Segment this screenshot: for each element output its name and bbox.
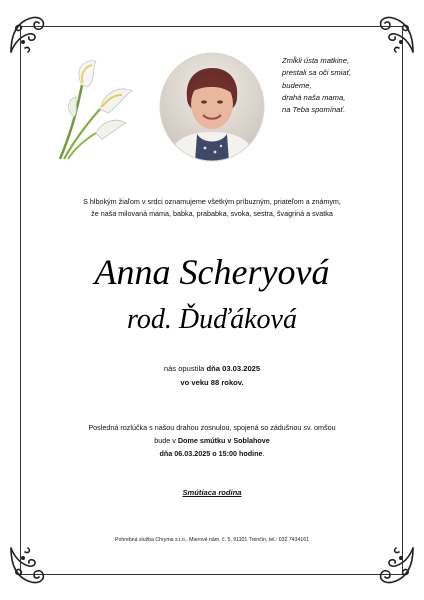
poem-line: drahá naša mama,	[282, 92, 346, 102]
death-date: dňa 03.03.2025	[206, 364, 261, 373]
poem-line: na Teba spomínať.	[282, 105, 346, 115]
memorial-poem	[282, 55, 392, 116]
poem-line: prestali sa oči smiať,	[282, 68, 352, 78]
corner-ornament-top-left	[7, 12, 51, 56]
deceased-maiden-name: rod. Ďuďáková	[127, 304, 297, 335]
announcement-text	[40, 196, 384, 220]
corner-ornament-bottom-right	[373, 544, 417, 588]
death-age: vo veku 88 rokov.	[180, 378, 244, 387]
funeral-time-suffix: .	[262, 449, 265, 458]
deceased-portrait	[157, 52, 267, 162]
deceased-name: Anna Scheryová	[94, 252, 330, 292]
death-notice	[40, 362, 384, 390]
poem-line: budeme,	[282, 80, 312, 90]
corner-ornament-bottom-left	[7, 544, 51, 588]
poem-line: Zmĺkli ústa matkine,	[282, 56, 350, 65]
funeral-place: Dome smútku v Soblahove	[177, 436, 270, 445]
announcement-line-2: že naša milovaná mama, babka, prababka, svoka, sestra, švagriná a svatka	[91, 209, 333, 218]
mourning-family-signature: Smútiaca rodina	[182, 488, 242, 497]
funeral-place-prefix: bude v	[154, 436, 176, 445]
funeral-notice	[40, 421, 384, 460]
calla-lily-illustration	[52, 55, 138, 163]
corner-ornament-top-right	[373, 12, 417, 56]
funeral-time: dňa 06.03.2025 o 15:00 hodine	[159, 449, 263, 458]
announcement-line-1: S hlbokým žiaľom v srdci oznamujeme všetkým príbuzným, priateľom a známym,	[83, 197, 341, 206]
funeral-service-footer: Pohrebná služba Chryma s.r.o., Mierové nám. č. 5, 91101 Trenčín, tel.: 032 7434161	[115, 537, 309, 543]
funeral-line-1: Posledná rozlúčka s našou drahou zosnulou, spojená so zádušnou sv. omšou	[88, 423, 336, 432]
death-prefix: nás opustila	[163, 364, 205, 373]
